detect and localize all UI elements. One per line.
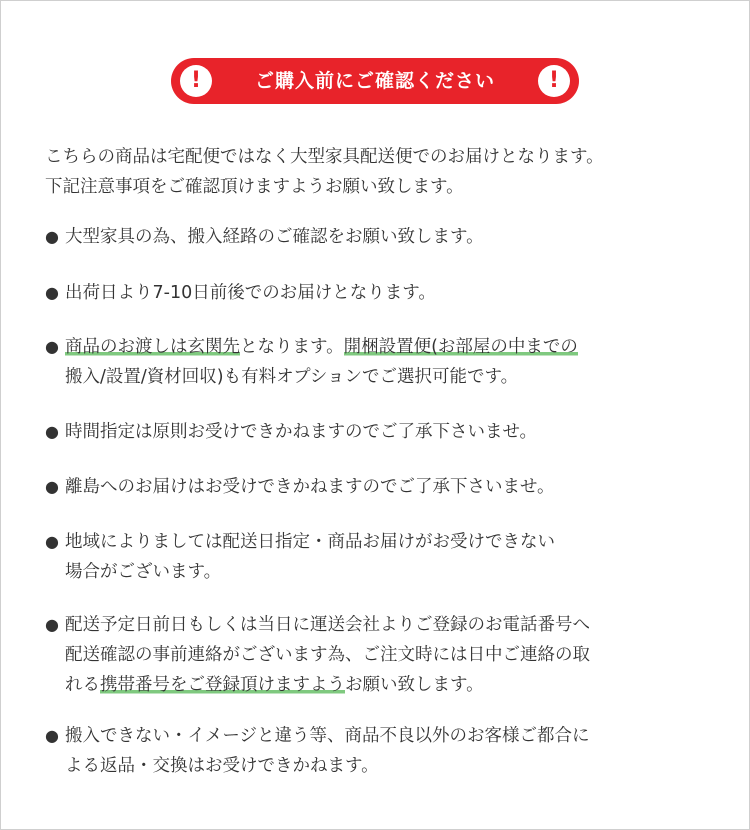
item-text: 離島へのお届けはお受けできかねますのでご了承下さいませ。: [65, 477, 555, 497]
item-text: 搬入/設置/資材回収)も有料オプションでご選択可能です。: [65, 367, 519, 387]
bullet-icon: ●: [45, 337, 59, 356]
bullet-icon: ●: [45, 422, 59, 441]
item-text: 配送予定日前日もしくは当日に運送会社よりご登録のお電話番号へ: [65, 615, 590, 635]
bullet-icon: ●: [45, 615, 59, 634]
item-text: 時間指定は原則お受けできかねますのでご了承下さいませ。: [65, 422, 537, 442]
notice-title: ご購入前にご確認ください: [254, 70, 495, 92]
intro-line: こちらの商品は宅配便ではなく大型家具配送便でのお届けとなります。: [45, 147, 604, 167]
bullet-icon: ●: [45, 477, 59, 496]
notice-header: [171, 58, 579, 104]
bullet-icon: ●: [45, 227, 59, 246]
item-text: 大型家具の為、搬入経路のご確認をお願い致します。: [65, 227, 484, 247]
bullet-icon: ●: [45, 283, 59, 302]
notice-item: [45, 472, 735, 502]
item-text: よる返品・交換はお受けできかねます。: [65, 756, 379, 776]
item-text: お願い致します。: [345, 675, 484, 695]
notice-item: [45, 721, 735, 781]
exclamation-icon: !: [538, 65, 570, 97]
highlight-text: 開梱設置便(お部屋の中までの: [343, 337, 578, 357]
item-text: 場合がございます。: [65, 562, 222, 582]
item-text: 搬入できない・イメージと違う等、商品不良以外のお客様ご都合に: [65, 726, 590, 746]
item-text: 地域によりましては配送日指定・商品お届けがお受けできない: [65, 532, 555, 552]
bullet-icon: ●: [45, 726, 59, 745]
highlight-text: 携帯番号をご登録頂けますよう: [100, 675, 345, 695]
exclamation-icon: !: [180, 65, 212, 97]
highlight-text: 商品のお渡しは玄関先: [65, 337, 240, 357]
notice-item: [45, 610, 735, 700]
intro-text: [45, 142, 735, 202]
notice-item: [45, 222, 735, 252]
notice-item: [45, 278, 735, 308]
item-text: 配送確認の事前連絡がございます為、ご注文時には日中ご連絡の取: [65, 645, 590, 665]
bullet-icon: ●: [45, 532, 59, 551]
notice-item: [45, 417, 735, 447]
notice-item: [45, 332, 735, 392]
item-text: れる: [65, 675, 100, 695]
item-text: となります。: [240, 337, 344, 357]
notice-item: [45, 527, 735, 587]
intro-line: 下記注意事項をご確認頂けますようお願い致します。: [45, 177, 464, 197]
item-text: 出荷日より7-10日前後でのお届けとなります。: [65, 283, 436, 303]
